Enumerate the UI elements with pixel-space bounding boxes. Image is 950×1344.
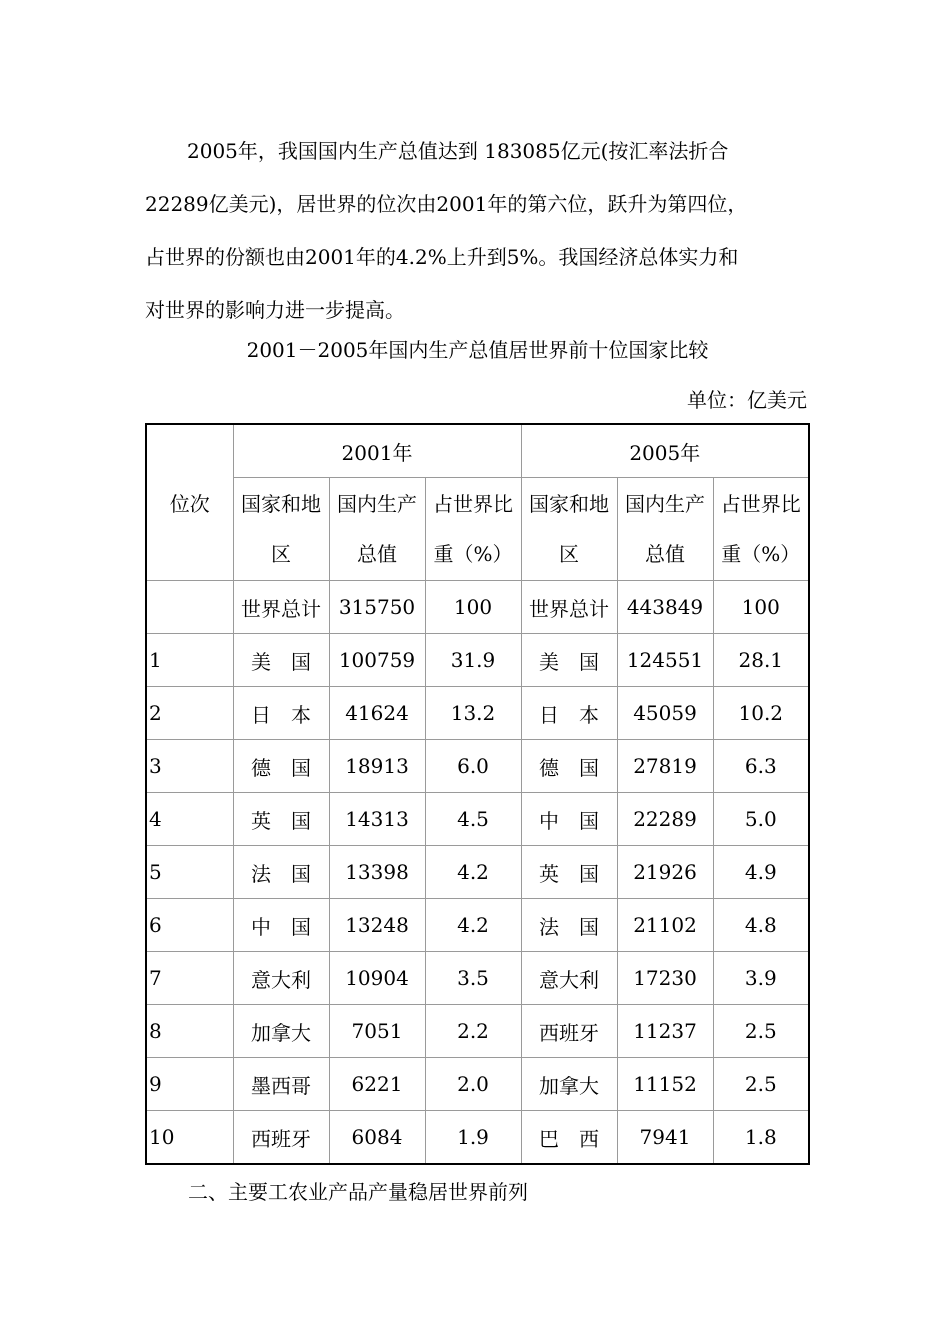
rank-cell: 6	[146, 899, 233, 952]
share-2001-cell: 100	[425, 581, 521, 634]
gdp-2001-cell: 13248	[329, 899, 425, 952]
gdp-2005-cell: 22289	[617, 793, 713, 846]
gdp-2005-cell: 11237	[617, 1005, 713, 1058]
table-caption: 2001－2005年国内生产总值居世界前十位国家比较	[246, 338, 709, 362]
rank-cell: 7	[146, 952, 233, 1005]
country-2001-cell: 法 国	[233, 846, 329, 899]
table-row	[146, 634, 809, 687]
rank-cell: 3	[146, 740, 233, 793]
gdp-2005-cell: 443849	[617, 581, 713, 634]
header-row-columns	[146, 478, 809, 581]
rank-cell: 9	[146, 1058, 233, 1111]
year-2005-header: 2005年	[521, 424, 809, 478]
gdp-2001-cell: 315750	[329, 581, 425, 634]
unit-label: 单位：亿美元	[687, 388, 807, 412]
share-2001-cell: 31.9	[425, 634, 521, 687]
share-2005-cell: 4.8	[713, 899, 809, 952]
share-2001-cell: 2.0	[425, 1058, 521, 1111]
country-2001-cell: 西班牙	[233, 1111, 329, 1165]
country-2001-cell: 墨西哥	[233, 1058, 329, 1111]
rank-cell: 4	[146, 793, 233, 846]
share-2001-cell: 2.2	[425, 1005, 521, 1058]
table-row	[146, 899, 809, 952]
gdp-2001-cell: 14313	[329, 793, 425, 846]
table-row	[146, 846, 809, 899]
country-2005-cell: 意大利	[521, 952, 617, 1005]
country-2001-cell: 德 国	[233, 740, 329, 793]
rank-cell: 5	[146, 846, 233, 899]
country-2001-cell: 世界总计	[233, 581, 329, 634]
paragraph-line-3: 占世界的份额也由2001年的4.2%上升到5%。我国经济总体实力和	[145, 245, 739, 269]
gdp-2005-cell: 21926	[617, 846, 713, 899]
rank-cell: 8	[146, 1005, 233, 1058]
gdp-ranking-table	[145, 423, 810, 1165]
share-2001-cell: 4.2	[425, 899, 521, 952]
gdp-2001-cell: 6084	[329, 1111, 425, 1165]
share-2001-cell: 1.9	[425, 1111, 521, 1165]
gdp-2001-cell: 41624	[329, 687, 425, 740]
country-2001-cell: 加拿大	[233, 1005, 329, 1058]
section-heading: 二、主要工农业产品产量稳居世界前列	[188, 1180, 528, 1204]
gdp-2005-cell: 124551	[617, 634, 713, 687]
share-2005-cell: 3.9	[713, 952, 809, 1005]
country-2005-cell: 西班牙	[521, 1005, 617, 1058]
world-total-row	[146, 581, 809, 634]
share-2005-cell: 2.5	[713, 1058, 809, 1111]
country-2005-cell: 英 国	[521, 846, 617, 899]
col-country-2005: 国家和地区	[521, 478, 617, 581]
share-2005-cell: 1.8	[713, 1111, 809, 1165]
gdp-2005-cell: 21102	[617, 899, 713, 952]
col-gdp-2001: 国内生产总值	[329, 478, 425, 581]
intro-paragraph	[145, 125, 810, 337]
gdp-2005-cell: 11152	[617, 1058, 713, 1111]
share-2005-cell: 28.1	[713, 634, 809, 687]
gdp-2005-cell: 17230	[617, 952, 713, 1005]
rank-header: 位次	[146, 424, 233, 581]
gdp-2001-cell: 6221	[329, 1058, 425, 1111]
country-2005-cell: 德 国	[521, 740, 617, 793]
col-country-2001: 国家和地区	[233, 478, 329, 581]
country-2001-cell: 美 国	[233, 634, 329, 687]
share-2005-cell: 4.9	[713, 846, 809, 899]
gdp-2001-cell: 7051	[329, 1005, 425, 1058]
gdp-2001-cell: 13398	[329, 846, 425, 899]
paragraph-line-2: 22289亿美元)，居世界的位次由2001年的第六位，跃升为第四位，	[145, 192, 748, 216]
rank-cell: 2	[146, 687, 233, 740]
country-2001-cell: 英 国	[233, 793, 329, 846]
country-2005-cell: 美 国	[521, 634, 617, 687]
gdp-2005-cell: 27819	[617, 740, 713, 793]
year-2001-header: 2001年	[233, 424, 521, 478]
country-2001-cell: 日 本	[233, 687, 329, 740]
table-row	[146, 952, 809, 1005]
country-2005-cell: 巴 西	[521, 1111, 617, 1165]
share-2001-cell: 3.5	[425, 952, 521, 1005]
table-row	[146, 1005, 809, 1058]
share-2005-cell: 100	[713, 581, 809, 634]
gdp-2005-cell: 45059	[617, 687, 713, 740]
share-2001-cell: 13.2	[425, 687, 521, 740]
rank-cell: 10	[146, 1111, 233, 1165]
share-2001-cell: 4.5	[425, 793, 521, 846]
country-2005-cell: 加拿大	[521, 1058, 617, 1111]
share-2001-cell: 4.2	[425, 846, 521, 899]
gdp-2005-cell: 7941	[617, 1111, 713, 1165]
country-2005-cell: 日 本	[521, 687, 617, 740]
table-row	[146, 793, 809, 846]
gdp-2001-cell: 18913	[329, 740, 425, 793]
table-row	[146, 1058, 809, 1111]
paragraph-line-4: 对世界的影响力进一步提高。	[145, 298, 405, 322]
rank-cell: 1	[146, 634, 233, 687]
country-2001-cell: 中 国	[233, 899, 329, 952]
col-gdp-2005: 国内生产总值	[617, 478, 713, 581]
share-2005-cell: 10.2	[713, 687, 809, 740]
gdp-2001-cell: 10904	[329, 952, 425, 1005]
gdp-2001-cell: 100759	[329, 634, 425, 687]
col-share-2005: 占世界比重（%）	[713, 478, 809, 581]
share-2005-cell: 6.3	[713, 740, 809, 793]
table-row	[146, 687, 809, 740]
country-2005-cell: 法 国	[521, 899, 617, 952]
country-2001-cell: 意大利	[233, 952, 329, 1005]
share-2001-cell: 6.0	[425, 740, 521, 793]
share-2005-cell: 5.0	[713, 793, 809, 846]
rank-cell	[146, 581, 233, 634]
table-row	[146, 1111, 809, 1165]
country-2005-cell: 中 国	[521, 793, 617, 846]
share-2005-cell: 2.5	[713, 1005, 809, 1058]
paragraph-line-1: 2005年，我国国内生产总值达到 183085亿元(按汇率法折合	[187, 139, 729, 163]
country-2005-cell: 世界总计	[521, 581, 617, 634]
col-share-2001: 占世界比重（%）	[425, 478, 521, 581]
header-row-years	[146, 424, 809, 478]
table-row	[146, 740, 809, 793]
